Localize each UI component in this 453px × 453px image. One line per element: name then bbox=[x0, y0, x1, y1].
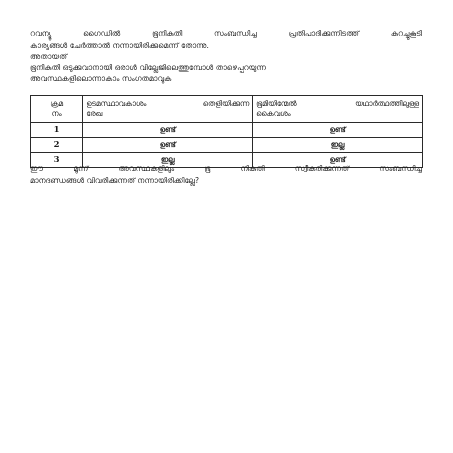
row-actual-possession: ഉണ്ട് bbox=[253, 123, 423, 138]
header-actual-possession bbox=[253, 96, 423, 123]
paragraph1-line3: അതായത് bbox=[30, 52, 68, 61]
header-ownership-word1: ഉടമസ്ഥാവകാശം bbox=[86, 99, 147, 108]
header-ownership-word2: തെളിയിക്കുന്ന bbox=[202, 99, 250, 108]
paragraph2-line1: ഈ മൂന്ന് അവസ്ഥകളിലും ഭൂ നികുതി സ്വീകരിക്കുന്നത് സംബന്ധിച്ച bbox=[30, 164, 422, 173]
paragraph1-line2: കാര്യങ്ങൾ ചേർത്താൽ നന്നായിരിക്കുമെന്ന് തോന്നു. bbox=[30, 41, 209, 50]
header-possession-line1 bbox=[256, 99, 419, 109]
conditions-table bbox=[30, 95, 423, 168]
header-ownership-document bbox=[83, 96, 253, 123]
row-serial-number: 1 bbox=[31, 123, 83, 138]
header-ownership-line2: രേഖ bbox=[86, 109, 103, 118]
row-actual-possession: ഉണ്ട് bbox=[253, 153, 423, 168]
row-serial-number: 2 bbox=[31, 138, 83, 153]
row-ownership-document: ഇല്ല bbox=[83, 153, 253, 168]
table-row bbox=[31, 138, 423, 153]
table-header-row bbox=[31, 96, 423, 123]
row-actual-possession: ഇല്ല bbox=[253, 138, 423, 153]
paragraph2-line2: മാനദണ്ഡങ്ങൾ വിവരിക്കുന്നത് നന്നായിരിക്കില്ലേ? bbox=[30, 176, 200, 185]
header-possession-word2: യഥാർത്ഥത്തിലുള്ള bbox=[355, 99, 419, 108]
header-possession-line2: കൈവശം bbox=[256, 109, 291, 118]
paragraph1-line1: റവന്യൂ ഗൈഡിൽ ഭൂനികുതി സംബന്ധിച്ച പ്രതിപാദിക്കുന്നിടത്ത് കുറച്ചുകൂടി bbox=[30, 29, 422, 38]
row-serial-number: 3 bbox=[31, 153, 83, 168]
paragraph1-line5: അവസ്ഥകളിലൊന്നാകാം സംഗതമാവുക bbox=[30, 74, 172, 83]
table-row bbox=[31, 123, 423, 138]
row-ownership-document: ഉണ്ട് bbox=[83, 138, 253, 153]
paragraph1-line4: ഭൂനികുതി ഒടുക്കുവാനായി ഒരാൾ വില്ലേജിലെത്തുമ്പോൾ താഴെപ്പറയുന്ന bbox=[30, 63, 266, 72]
header-serial-number bbox=[31, 96, 83, 123]
header-possession-word1: ഭൂമിയിന്മേൽ bbox=[256, 99, 297, 108]
header-serial-line2: നം bbox=[51, 109, 62, 118]
row-ownership-document: ഉണ്ട് bbox=[83, 123, 253, 138]
header-ownership-line1 bbox=[86, 99, 249, 109]
header-serial-line1: ക്രമ bbox=[50, 99, 64, 108]
